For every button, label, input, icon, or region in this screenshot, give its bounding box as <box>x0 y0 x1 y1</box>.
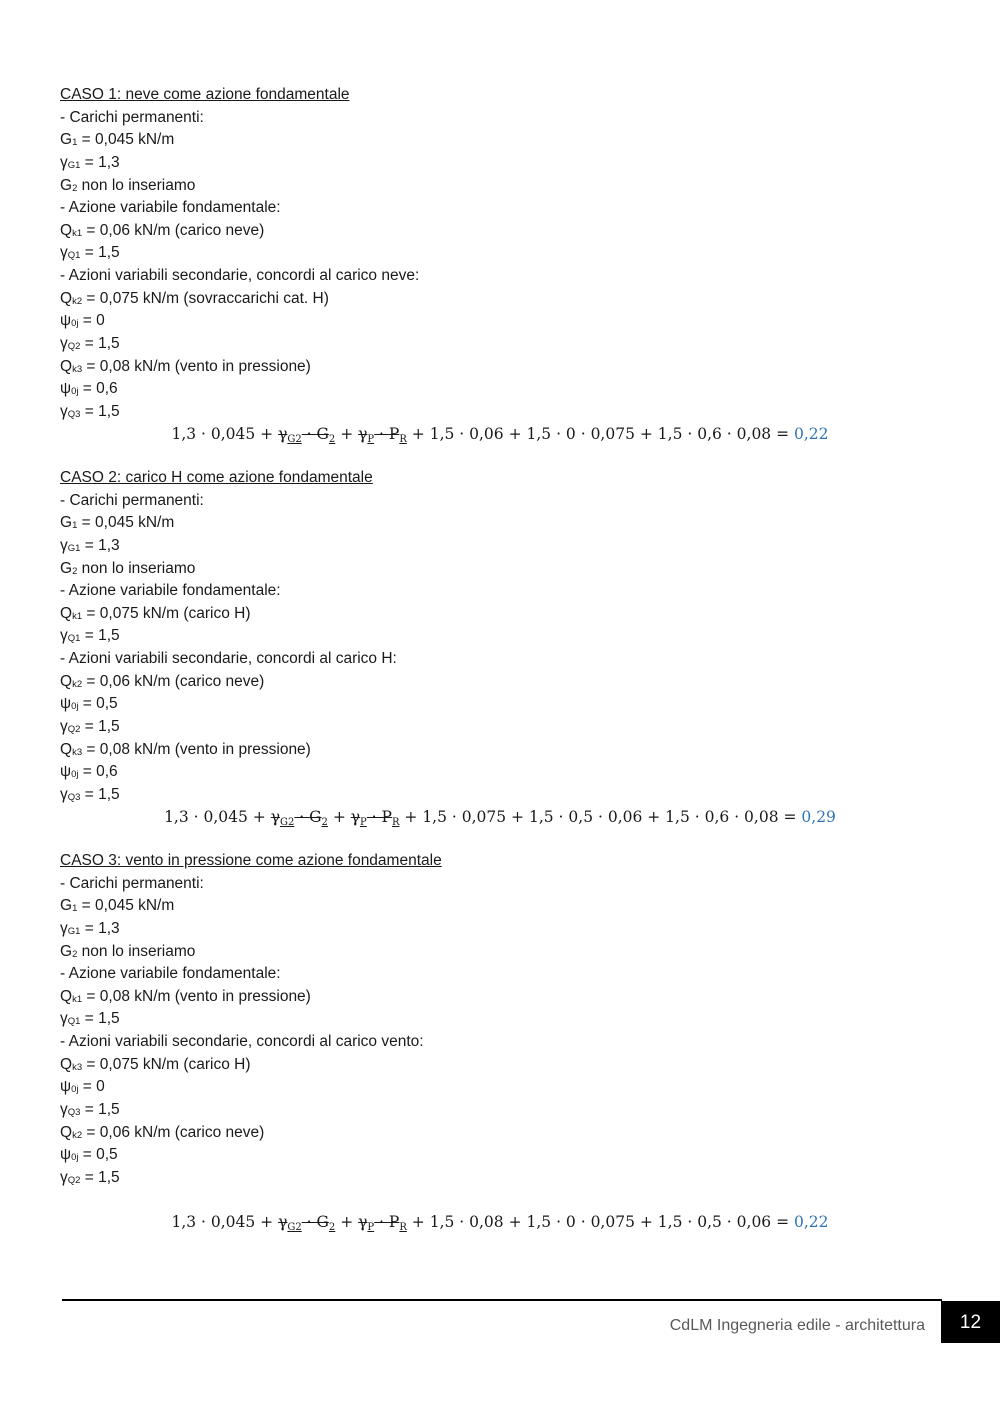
text-line: - Azioni variabili secondarie, concordi al carico vento: <box>60 1033 424 1051</box>
formula-result: 0,29 <box>801 808 836 826</box>
case-2-block <box>60 467 397 807</box>
text-line: $\gamma_{Q2} = 1,5$ <box>60 335 120 353</box>
formula-result: 0,22 <box>794 1213 829 1231</box>
case-1-formula: 1,3 · 0,045 + γG2 · G2 + γP · PR + 1,5 · 0,06 + 1,5 · 0 · 0,075 + 1,5 · 0,6 · 0,08 = 0,22 <box>171 425 829 445</box>
text-line: $Q_{k2} = 0,075$ kN/m (sovraccarichi cat. H) <box>60 289 329 307</box>
text-line: $\gamma_{Q3} = 1,5$ <box>60 785 120 803</box>
text-line: $G_2$ non lo inseriamo <box>60 942 196 960</box>
text-line: - Azioni variabili secondarie, concordi al carico neve: <box>60 267 420 285</box>
page-number: 12 <box>941 1301 1000 1343</box>
text-line: - Carichi permanenti: <box>60 108 204 126</box>
text-line: $\psi_{0j} = 0$ <box>60 1078 105 1096</box>
text-line: $G_1 = 0,045$ kN/m <box>60 897 175 915</box>
footer-course-label: CdLM Ingegneria edile - architettura <box>669 1317 925 1334</box>
case-title: CASO 1: neve come azione fondamentale <box>60 86 350 103</box>
text-line: $G_2$ non lo inseriamo <box>60 176 196 194</box>
footer-divider <box>62 1299 942 1301</box>
text-line: - Azione variabile fondamentale: <box>60 582 281 600</box>
text-line: $\gamma_{Q1} = 1,5$ <box>60 627 120 645</box>
text-line: $G_1 = 0,045$ kN/m <box>60 514 175 532</box>
text-line: $Q_{k1} = 0,06$ kN/m (carico neve) <box>60 221 265 239</box>
case-title: CASO 2: carico H come azione fondamentale <box>60 469 373 486</box>
text-line: $\psi_{0j} = 0,6$ <box>60 763 118 781</box>
text-line: $\gamma_{Q2} = 1,5$ <box>60 718 120 736</box>
case-3-block <box>60 850 442 1190</box>
text-line: $Q_{k1} = 0,08$ kN/m (vento in pressione) <box>60 987 311 1005</box>
text-line: $G_1 = 0,045$ kN/m <box>60 131 175 149</box>
text-line: $\gamma_{Q1} = 1,5$ <box>60 1010 120 1028</box>
text-line: - Azione variabile fondamentale: <box>60 965 281 983</box>
text-line: $G_2$ non lo inseriamo <box>60 559 196 577</box>
formula-result: 0,22 <box>794 425 829 443</box>
text-line: - Carichi permanenti: <box>60 874 204 892</box>
text-line: - Azioni variabili secondarie, concordi al carico H: <box>60 650 397 668</box>
text-line: $Q_{k2} = 0,06$ kN/m (carico neve) <box>60 672 265 690</box>
text-line: $\psi_{0j} = 0,6$ <box>60 380 118 398</box>
text-line: $Q_{k1} = 0,075$ kN/m (carico H) <box>60 604 251 622</box>
text-line: $\psi_{0j} = 0$ <box>60 312 105 330</box>
text-line: $\psi_{0j} = 0,5$ <box>60 695 118 713</box>
case-title: CASO 3: vento in pressione come azione fondamentale <box>60 852 442 869</box>
case-1-block <box>60 84 419 424</box>
text-line: $\gamma_{Q1} = 1,5$ <box>60 244 120 262</box>
text-line: - Carichi permanenti: <box>60 491 204 509</box>
text-line: $Q_{k3} = 0,08$ kN/m (vento in pressione) <box>60 740 311 758</box>
text-line: $\gamma_{Q2} = 1,5$ <box>60 1168 120 1186</box>
text-line: $\gamma_{G1} = 1,3$ <box>60 536 120 554</box>
text-line: $\gamma_{Q3} = 1,5$ <box>60 402 120 420</box>
text-line: $\gamma_{Q3} = 1,5$ <box>60 1101 120 1119</box>
text-line: $Q_{k2} = 0,06$ kN/m (carico neve) <box>60 1123 265 1141</box>
case-2-formula: 1,3 · 0,045 + γG2 · G2 + γP · PR + 1,5 · 0,075 + 1,5 · 0,5 · 0,06 + 1,5 · 0,6 · 0,08 = 0,29 <box>164 808 836 828</box>
text-line: $Q_{k3} = 0,075$ kN/m (carico H) <box>60 1055 251 1073</box>
text-line: $Q_{k3} = 0,08$ kN/m (vento in pressione) <box>60 357 311 375</box>
text-line: $\gamma_{G1} = 1,3$ <box>60 919 120 937</box>
text-line: $\psi_{0j} = 0,5$ <box>60 1146 118 1164</box>
case-3-formula: 1,3 · 0,045 + γG2 · G2 + γP · PR + 1,5 · 0,08 + 1,5 · 0 · 0,075 + 1,5 · 0,5 · 0,06 = 0,22 <box>171 1213 829 1233</box>
text-line: $\gamma_{G1} = 1,3$ <box>60 153 120 171</box>
text-line: - Azione variabile fondamentale: <box>60 199 281 217</box>
